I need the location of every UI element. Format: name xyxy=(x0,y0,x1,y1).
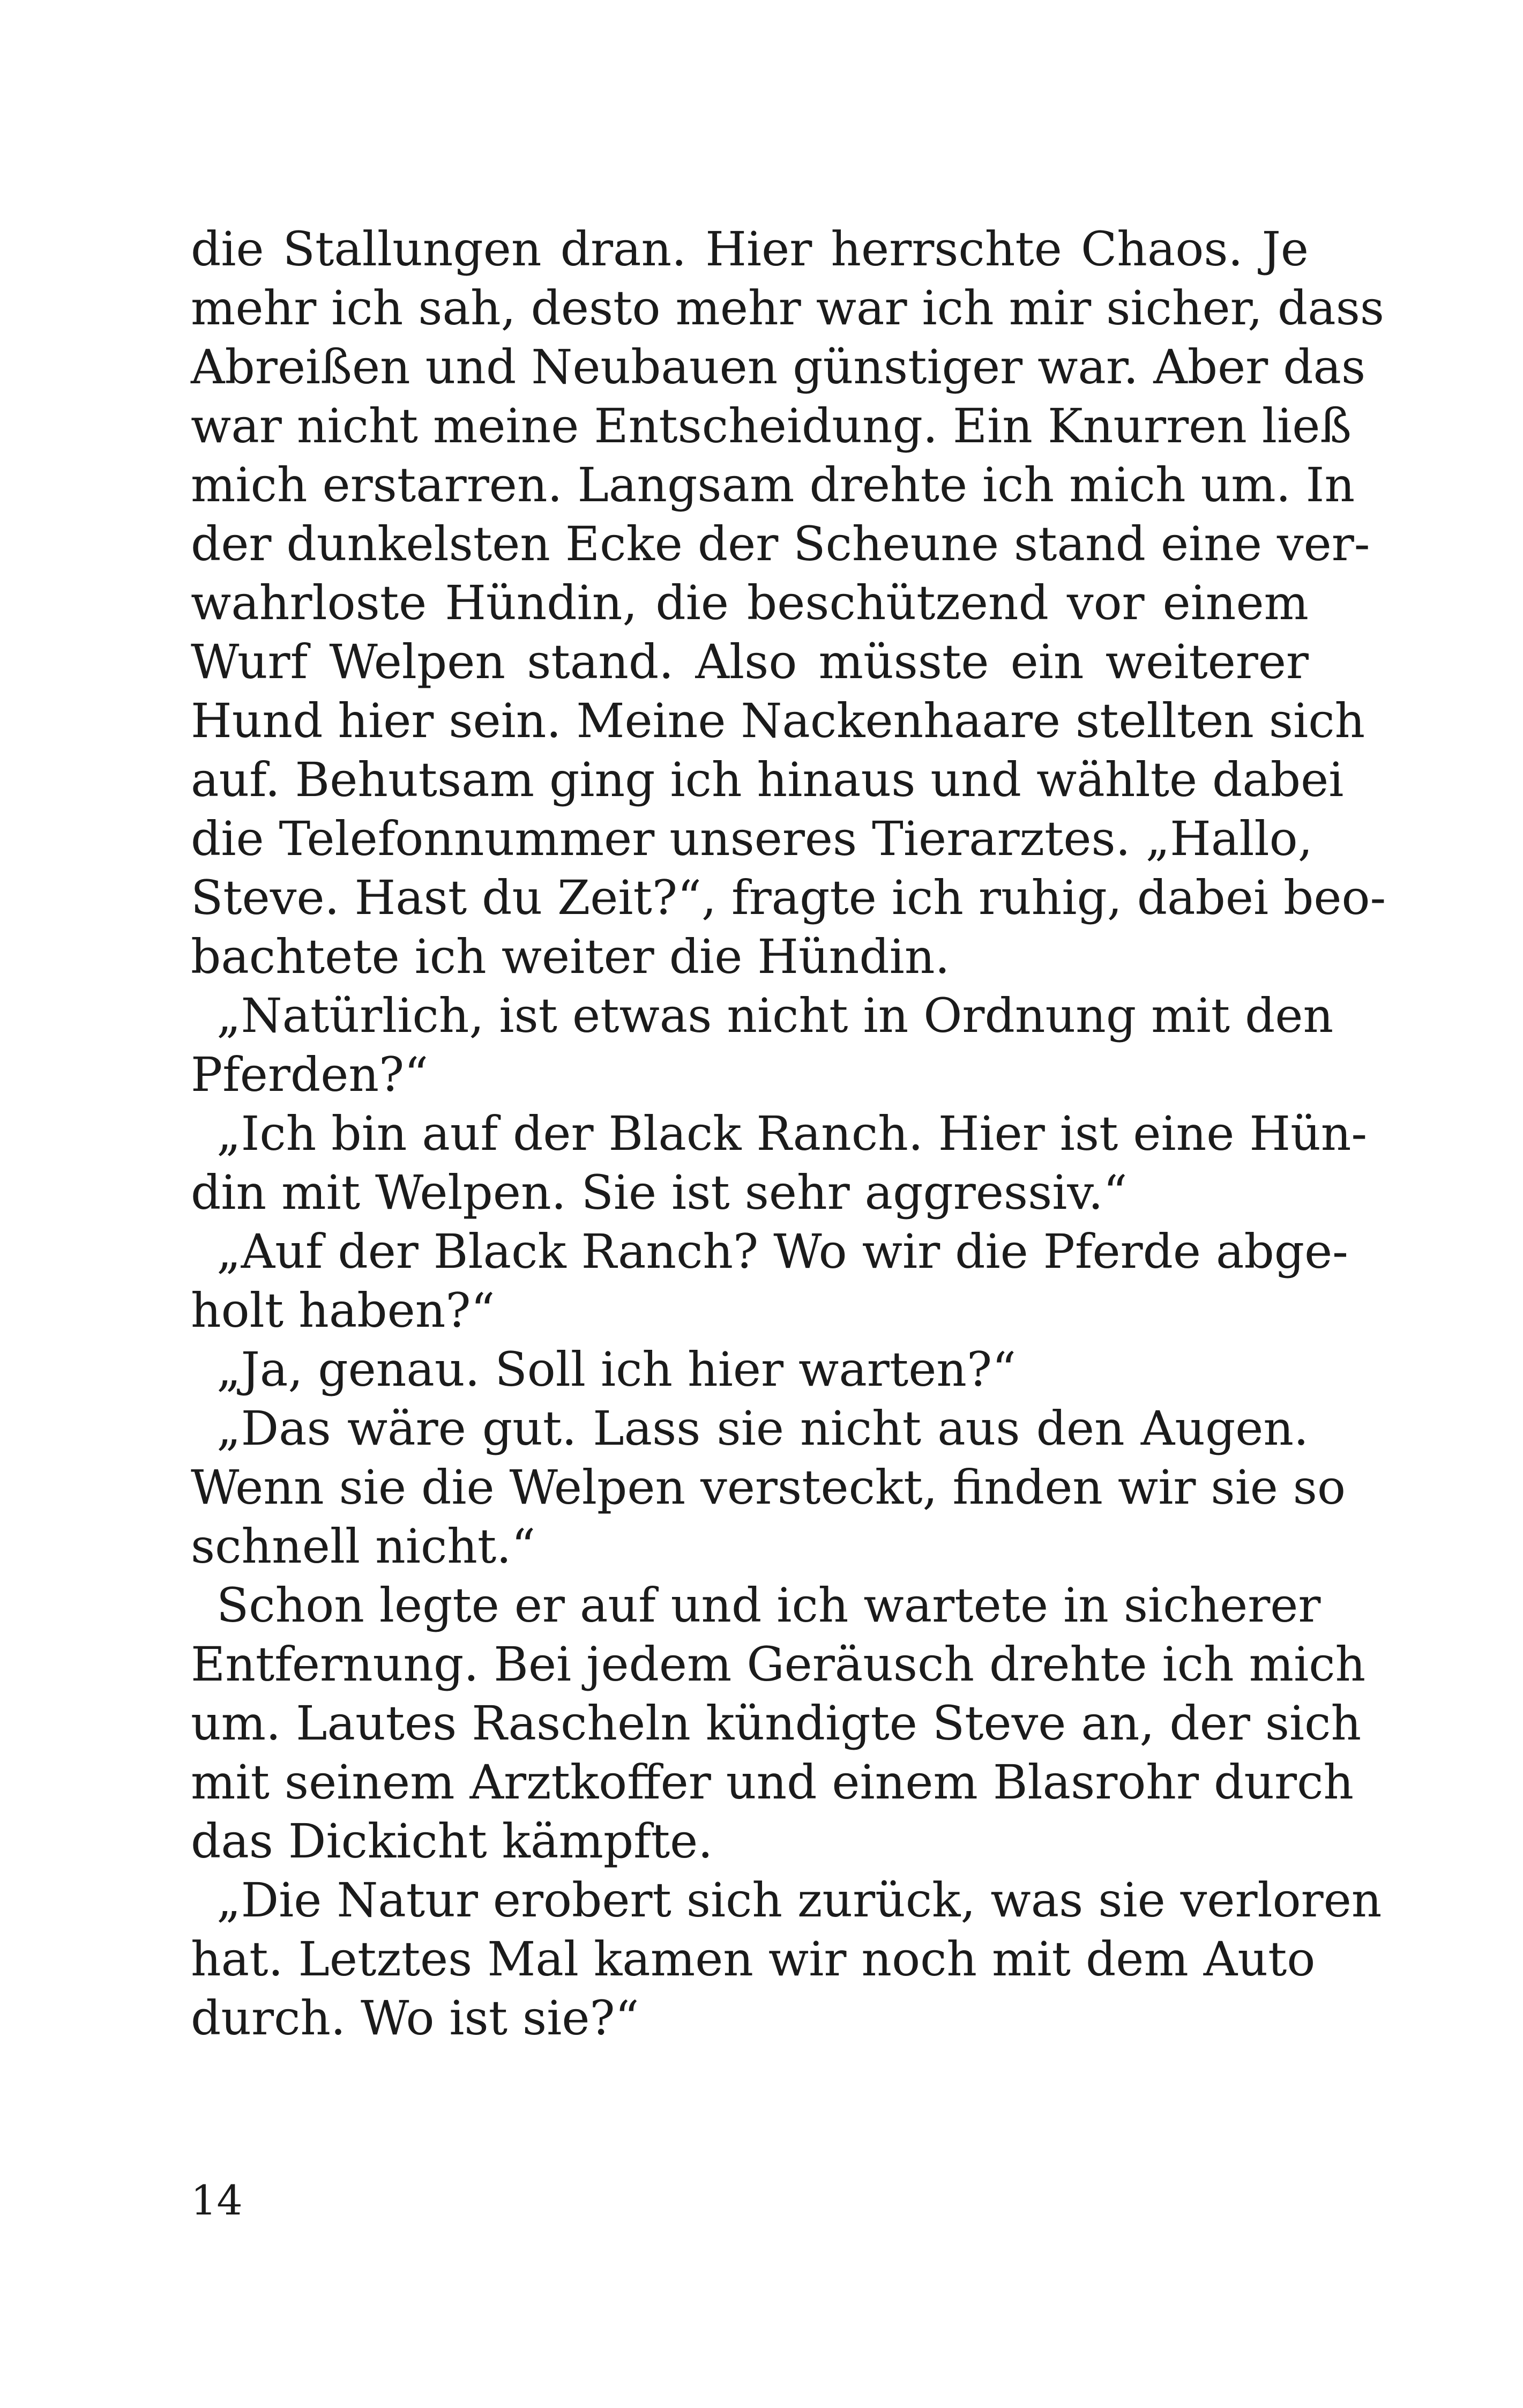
text-line: mich erstarren. Langsam drehte ich mich um. In xyxy=(191,457,1355,512)
text-line: Schon legte er auf und ich wartete in sicherer xyxy=(216,1578,1321,1633)
text-line: Pferden?“ xyxy=(191,1047,429,1102)
text-line: um. Lautes Rascheln kündigte Steve an, der sich xyxy=(191,1696,1362,1751)
text-line: Steve. Hast du Zeit?“, fragte ich ruhig, dabei beo- xyxy=(191,870,1386,925)
text-line: Wenn sie die Welpen versteckt, finden wir sie so xyxy=(191,1460,1346,1515)
text-line: Abreißen und Neubauen günstiger war. Aber das xyxy=(191,339,1366,395)
text-line: „Ich bin auf der Black Ranch. Hier ist eine Hün- xyxy=(216,1106,1368,1161)
text-line: „Die Natur erobert sich zurück, was sie verloren xyxy=(216,1872,1382,1928)
text-line: hat. Letztes Mal kamen wir noch mit dem Auto xyxy=(191,1931,1316,1987)
text-line: „Das wäre gut. Lass sie nicht aus den Augen. xyxy=(216,1401,1309,1456)
text-line: schnell nicht.“ xyxy=(191,1519,536,1574)
text-line: wahrloste Hündin, die beschützend vor einem xyxy=(191,575,1309,630)
text-line: war nicht meine Entscheidung. Ein Knurren ließ xyxy=(191,398,1352,454)
text-line: mit seinem Arztkoffer und einem Blasrohr durch xyxy=(191,1755,1354,1810)
text-line: din mit Welpen. Sie ist sehr aggressiv.“ xyxy=(191,1165,1128,1220)
text-line: die Telefonnummer unseres Tierarztes. „Hallo, xyxy=(191,811,1313,866)
text-line: Entfernung. Bei jedem Geräusch drehte ich mich xyxy=(191,1637,1366,1692)
page-number: 14 xyxy=(191,2176,243,2224)
text-line: der dunkelsten Ecke der Scheune stand eine ver- xyxy=(191,516,1370,571)
text-line: holt haben?“ xyxy=(191,1283,495,1338)
text-line: „Ja, genau. Soll ich hier warten?“ xyxy=(216,1342,1017,1397)
text-line: durch. Wo ist sie?“ xyxy=(191,1990,639,2046)
text-line: das Dickicht kämpfte. xyxy=(191,1814,713,1869)
text-line: bachtete ich weiter die Hündin. xyxy=(191,929,950,984)
text-line: Wurf Welpen stand. Also müsste ein weiterer xyxy=(191,634,1309,689)
body-text xyxy=(191,220,1386,2048)
text-line: die Stallungen dran. Hier herrschte Chaos. Je xyxy=(191,221,1309,277)
text-line: mehr ich sah, desto mehr war ich mir sicher, dass xyxy=(191,280,1385,336)
text-line: „Natürlich, ist etwas nicht in Ordnung mit den xyxy=(216,988,1334,1043)
text-line: Hund hier sein. Meine Nackenhaare stellten sich xyxy=(191,693,1365,748)
text-line: „Auf der Black Ranch? Wo wir die Pferde abge- xyxy=(216,1224,1348,1279)
text-line: auf. Behutsam ging ich hinaus und wählte dabei xyxy=(191,752,1344,807)
